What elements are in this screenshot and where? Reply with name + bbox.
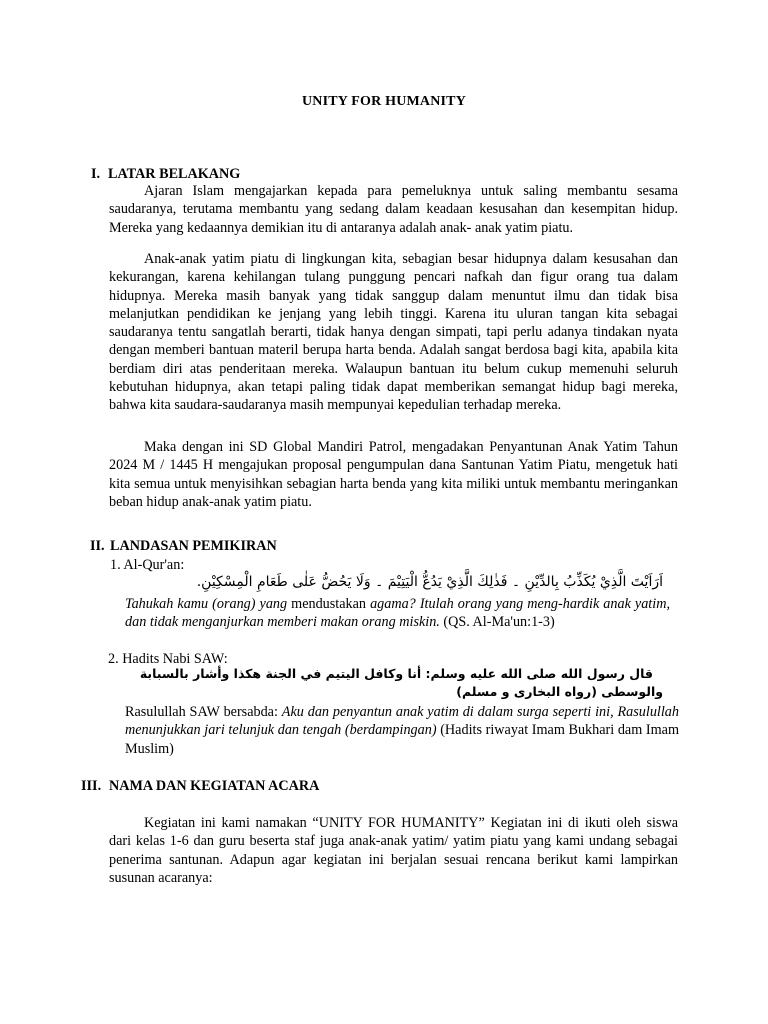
- quran-label: 1. Al-Qur'an:: [110, 557, 185, 573]
- paragraph: [109, 438, 678, 511]
- document-title: UNITY FOR HUMANITY: [301, 94, 467, 109]
- section-heading-latar-belakang: [91, 166, 240, 183]
- section-title: NAMA DAN KEGIATAN ACARA: [109, 778, 320, 794]
- translation-normal: Rasulullah SAW bersabda:: [125, 704, 282, 720]
- section-heading-nama-kegiatan: [81, 778, 319, 795]
- hadith-label: 2. Hadits Nabi SAW:: [108, 651, 228, 667]
- hadith-arabic-line-2: والوسطى (رواه البخارى و مسلم): [456, 684, 663, 699]
- paragraph-text: Ajaran Islam mengajarkan kepada para pemeluknya untuk saling membantu sesama saudaranya, terutama membantu yang sedang dalam keadaan kesusahan dan kesempitan hidup. Mereka yang kedaannya demikian itu di antaranya adalah anak- anak yatim piatu.: [109, 183, 678, 236]
- paragraph: [109, 250, 678, 415]
- hadith-citation: (Hadits riwayat Imam Bukhari dam Imam Muslim): [125, 722, 679, 757]
- paragraph: [109, 814, 678, 887]
- quran-citation: (QS. Al-Ma'un:1-3): [439, 614, 555, 631]
- section-title: LANDASAN PEMIKIRAN: [110, 538, 277, 554]
- translation-italic: Tahukah kamu (orang) yang: [125, 596, 288, 612]
- paragraph-text: Anak-anak yatim piatu di lingkungan kita, sebagian besar hidupnya dalam kesusahan dan kekurangan, karena kehilangan tulang punggung pencari nafkah dan figur orang tua dalam hidupnya. Mereka masih banyak yang tidak sanggup dalam menuntut ilmu dan tidak bisa melanjutkan pendidikan ke jenjang yang lebih tinggi. Karena itu uluran tangan kita sebagai saudaranya tentu sangatlah berarti, tidak hanya dengan simpati, tapi perlu adanya tindakan nyata dengan memberi bantuan materil berupa harta benda. Adalah sangat berdosa bagi kita, apabila kita berdiam diri atas penderitaan mereka. Walaupun bantuan itu belum cukup memenuhi seluruh kebutuhan hidupnya, akan tetapi paling tidak dapat memberikan semangat hidup bagi mereka, bahwa kita saudara-saudaranya masih mempunyai kepedulian terhadap mereka.: [109, 251, 678, 414]
- hadith-arabic-line-1: قال رسول الله صلى الله عليه وسلم: أنا وكافل اليتيم في الجنة هكذا وأشار بالسبابة: [139, 666, 653, 681]
- section-number: I.: [91, 166, 101, 182]
- translation-normal: mendustakan: [287, 596, 371, 612]
- section-heading-landasan-pemikiran: [90, 538, 277, 555]
- paragraph-text: Maka dengan ini SD Global Mandiri Patrol, mengadakan Penyantunan Anak Yatim Tahun 2024 M / 1445 H mengajukan proposal pengumpulan dana Santunan Yatim Piatu, mengetuk hati kita semua untuk menyisihkan sebagian harta benda yang kita miliki untuk membantu meringankan beban hidup anak-anak yatim piatu.: [109, 439, 678, 510]
- translation-italic: agama? Itulah orang yang meng-hardik anak yatim, dan tidak menganjurkan memberi makan orang miskin.: [125, 596, 670, 631]
- section-number: II.: [90, 538, 105, 554]
- hadith-translation: [125, 703, 679, 758]
- paragraph-text: Kegiatan ini kami namakan “UNITY FOR HUMANITY” Kegiatan ini di ikuti oleh siswa dari kelas 1-6 dan guru beserta staf juga anak-anak yatim/ yatim piatu yang kami undang sebagai penerima santunan. Adapun agar kegiatan ini berjalan sesuai rencana berikut kami lampirkan susunan acaranya:: [109, 815, 678, 886]
- section-number: III.: [81, 778, 102, 794]
- translation-italic: Aku dan penyantun anak yatim di dalam surga seperti ini, Rasulullah menunjukkan jari telunjuk dan tengah (berdampingan): [125, 704, 679, 739]
- quran-arabic-verse: اَرَاَيْتَ الَّذِيْ يُكَذِّبُ بِالدِّيْنِ ۔ فَذٰلِكَ الَّذِيْ يَدُعُّ الْيَتِيْمَ ۔ وَلَا يَحُضُّ عَلٰى طَعَامِ الْمِسْكِيْنِ.: [196, 574, 663, 590]
- section-title: LATAR BELAKANG: [108, 166, 241, 182]
- paragraph: [109, 182, 678, 237]
- quran-translation: [125, 595, 670, 632]
